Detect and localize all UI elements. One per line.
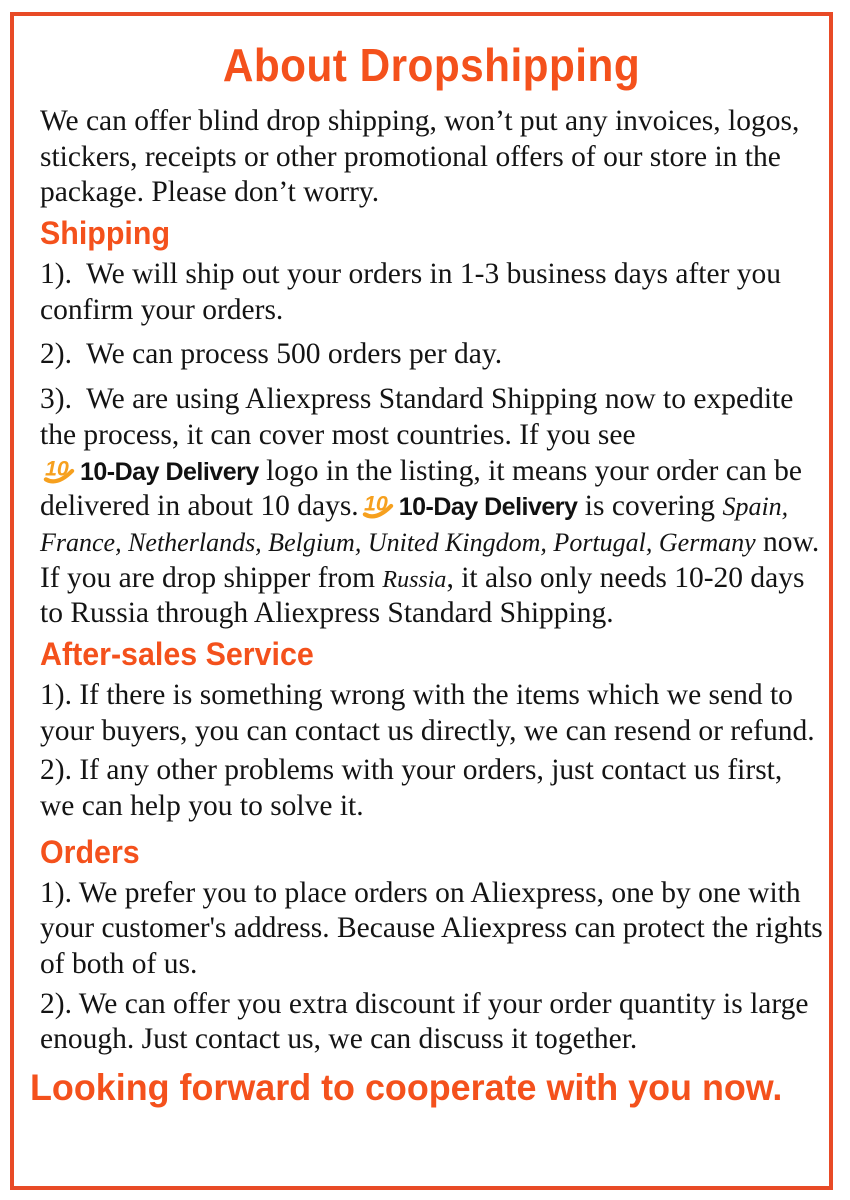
svg-text:10: 10 <box>44 455 69 481</box>
svg-text:10: 10 <box>363 490 388 516</box>
ten-day-delivery-label: 10-Day Delivery <box>80 457 259 486</box>
ten-day-delivery-label: 10-Day Delivery <box>398 493 578 522</box>
ten-day-delivery-badge <box>359 490 578 522</box>
shipping-item-3-text-4: now. If you are drop shipper from <box>40 525 820 594</box>
ten-day-delivery-icon <box>42 455 76 485</box>
section-orders <box>40 834 823 1058</box>
after-sales-item-2: 2). If any other problems with your orders, just contact us first, we can help you to solve it. <box>40 754 783 822</box>
intro-paragraph: We can offer blind drop shipping, won’t put any invoices, logos, stickers, receipts or other promotional offers of our store in the package. Please don’t worry. <box>40 105 800 209</box>
shipping-item-1: 1). We will ship out your orders in 1-3 business days after you confirm your orders. <box>40 258 782 326</box>
section-shipping <box>40 215 823 632</box>
shipping-item-3-text-1: 3). We are using Aliexpress Standard Shipping now to expedite the process, it can cover most countries. If you see <box>40 383 794 451</box>
page-title: About Dropshipping <box>222 39 641 91</box>
shipping-item-3-text-5: , it also only needs 10-20 days to Russia through Aliexpress Standard Shipping. <box>40 561 805 630</box>
covered-countries: Spain, France, Netherlands, Belgium, United Kingdom, Portugal, Germany <box>40 492 789 557</box>
russia-mention: Russia <box>382 566 447 593</box>
orders-heading: Orders <box>40 833 140 870</box>
orders-item-2: 2). We can offer you extra discount if your order quantity is large enough. Just contact us, we can discuss it together. <box>40 987 809 1056</box>
flyer-frame <box>10 12 833 1190</box>
shipping-item-3-text-2: logo in the listing, it means your order can be delivered in about 10 days. <box>40 454 802 523</box>
shipping-heading: Shipping <box>40 215 171 252</box>
shipping-item-2: 2). We can process 500 orders per day. <box>40 338 503 371</box>
orders-item-1: 1). We prefer you to place orders on Aliexpress, one by one with your customer's address. Because Aliexpress can protect the rights of both of us. <box>40 876 823 981</box>
ten-day-delivery-icon <box>361 490 395 520</box>
shipping-item-3 <box>40 382 823 632</box>
closing-line: Looking forward to cooperate with you now. <box>30 1067 783 1109</box>
section-after-sales <box>40 636 823 825</box>
ten-day-delivery-badge <box>40 455 259 487</box>
after-sales-heading: After-sales Service <box>40 635 314 672</box>
after-sales-item-1: 1). If there is something wrong with the items which we send to your buyers, you can contact us directly, we can resend or refund. <box>40 678 815 747</box>
shipping-item-3-text-3: is covering <box>577 490 723 523</box>
